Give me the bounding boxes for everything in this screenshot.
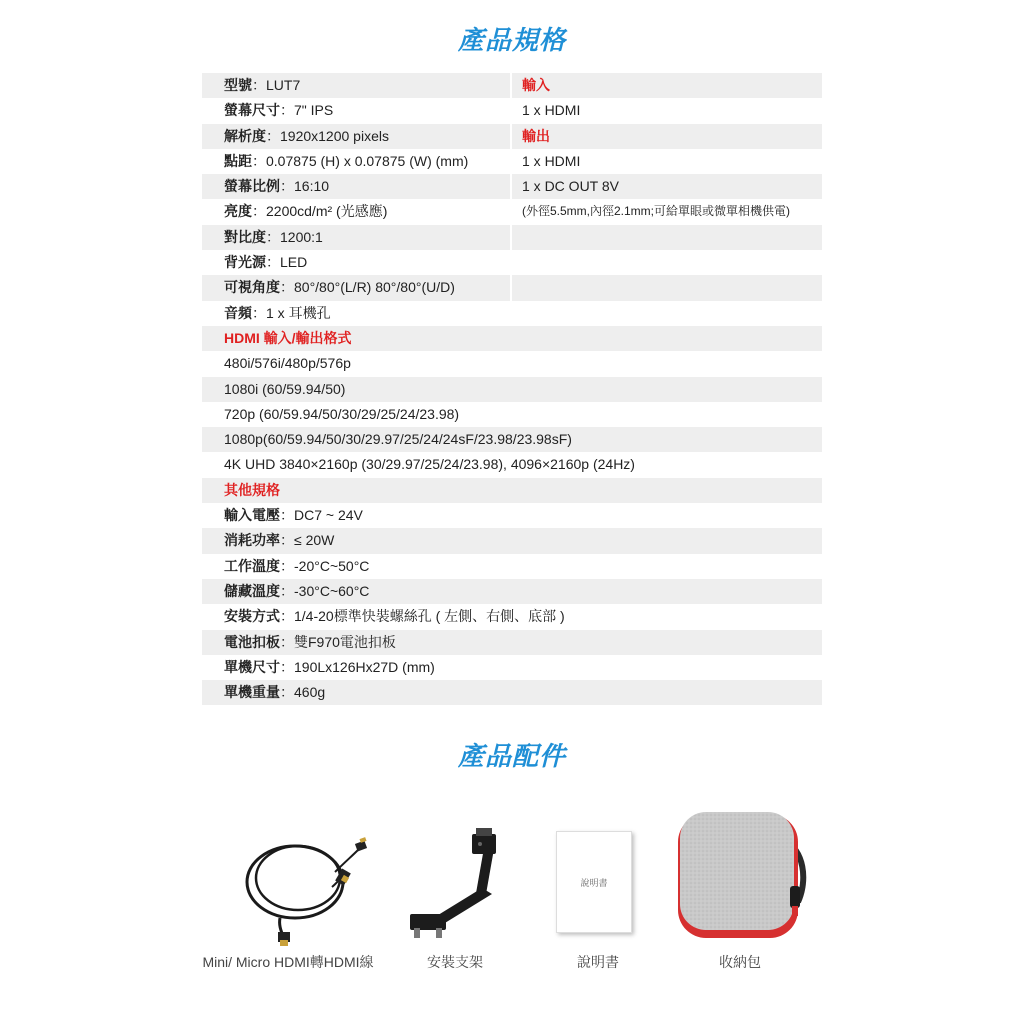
other-row-storage-temp bbox=[202, 579, 822, 604]
spec-row-brightness bbox=[202, 199, 822, 224]
hdmi-format-row bbox=[202, 452, 822, 477]
accessories-title: 產品配件 bbox=[457, 741, 566, 771]
input-value: 1 x HDMI bbox=[510, 98, 822, 123]
hdmi-format: 480i/576i/480p/576p bbox=[224, 355, 351, 372]
spec-value: 2200cd/m² (光感應) bbox=[266, 203, 388, 220]
spec-label: 工作溫度 bbox=[224, 557, 280, 574]
accessory-caption-case: 收納包 bbox=[719, 954, 761, 970]
spec-value: DC7 ~ 24V bbox=[294, 507, 363, 524]
spec-sep: ： bbox=[280, 582, 294, 599]
spec-sep: ： bbox=[280, 178, 294, 195]
spec-sep: ： bbox=[280, 658, 294, 675]
hdmi-format-row bbox=[202, 402, 822, 427]
spec-value: LED bbox=[280, 254, 308, 271]
spec-label: 螢幕尺寸 bbox=[224, 102, 280, 119]
output-value: 1 x DC OUT 8V bbox=[510, 174, 822, 199]
spec-label: 儲藏溫度 bbox=[224, 582, 280, 599]
other-row-dimensions bbox=[202, 655, 822, 680]
hdmi-format: 1080i (60/59.94/50) bbox=[224, 380, 346, 397]
output-value: 1 x HDMI bbox=[510, 149, 822, 174]
spec-table bbox=[202, 73, 822, 705]
hdmi-cable-image bbox=[240, 832, 380, 948]
spec-sep: ： bbox=[252, 152, 266, 169]
spec-row-backlight bbox=[202, 250, 822, 275]
spec-sep: ： bbox=[280, 557, 294, 574]
spec-label: 解析度 bbox=[224, 127, 266, 144]
spec-sep: ： bbox=[280, 608, 294, 625]
spec-value: LUT7 bbox=[266, 77, 301, 93]
mounting-bracket-image bbox=[400, 828, 510, 940]
spec-value: 1200:1 bbox=[280, 228, 323, 245]
accessory-caption-manual: 說明書 bbox=[577, 954, 619, 970]
empty-cell bbox=[510, 250, 822, 275]
spec-label: 消耗功率 bbox=[224, 532, 280, 549]
other-row-power bbox=[202, 528, 822, 553]
spec-title: 產品規格 bbox=[457, 25, 566, 55]
spec-sep: ： bbox=[280, 279, 294, 296]
spec-row-audio bbox=[202, 301, 822, 326]
spec-value: 0.07875 (H) x 0.07875 (W) (mm) bbox=[266, 152, 469, 169]
other-row-mounting bbox=[202, 604, 822, 629]
hdmi-format-row bbox=[202, 377, 822, 402]
spec-value: 1920x1200 pixels bbox=[280, 127, 389, 144]
spec-value: 1/4-20標準快裝螺絲孔 ( 左側、右側、底部 ) bbox=[294, 608, 565, 625]
spec-label: 螢幕比例 bbox=[224, 178, 280, 195]
spec-row-screen-size bbox=[202, 98, 822, 123]
empty-cell bbox=[510, 275, 822, 300]
spec-row-contrast bbox=[202, 225, 822, 250]
other-row-input-voltage bbox=[202, 503, 822, 528]
spec-row-model bbox=[202, 73, 822, 98]
other-row-weight bbox=[202, 680, 822, 705]
hdmi-format: 1080p(60/59.94/50/30/29.97/25/24/24sF/23.98/23.98sF) bbox=[224, 431, 572, 448]
hdmi-heading: HDMI 輸入/輸出格式 bbox=[224, 329, 352, 346]
empty-cell bbox=[510, 301, 822, 326]
storage-case-image bbox=[674, 810, 814, 946]
spec-value: 460g bbox=[294, 684, 326, 701]
spec-label: 背光源 bbox=[224, 254, 266, 271]
spec-sep: ： bbox=[266, 228, 280, 245]
hdmi-format: 4K UHD 3840×2160p (30/29.97/25/24/23.98), 4096×2160p (24Hz) bbox=[224, 456, 635, 473]
spec-value: 190Lx126Hx27D (mm) bbox=[294, 658, 435, 675]
empty-cell bbox=[510, 225, 822, 250]
spec-sep: ： bbox=[280, 633, 294, 650]
spec-label: 對比度 bbox=[224, 228, 266, 245]
spec-label: 單機尺寸 bbox=[224, 658, 280, 675]
spec-value: 1 x 耳機孔 bbox=[266, 304, 331, 321]
spec-label: 單機重量 bbox=[224, 684, 280, 701]
spec-sep: ： bbox=[280, 532, 294, 549]
output-heading: 輸出 bbox=[510, 124, 822, 149]
spec-value: 80°/80°(L/R) 80°/80°(U/D) bbox=[294, 279, 455, 296]
spec-sep: ： bbox=[266, 127, 280, 144]
other-row-battery-plate bbox=[202, 630, 822, 655]
spec-sep: ： bbox=[280, 507, 294, 524]
manual-image bbox=[556, 831, 632, 933]
spec-row-pixel-pitch bbox=[202, 149, 822, 174]
spec-sep: ： bbox=[252, 304, 266, 321]
spec-value: ≤ 20W bbox=[294, 532, 335, 549]
spec-sep: ： bbox=[280, 102, 294, 119]
output-note: (外徑5.5mm,內徑2.1mm;可給單眼或微單相機供電) bbox=[510, 199, 822, 224]
spec-row-viewing-angle bbox=[202, 275, 822, 300]
spec-label: 安裝方式 bbox=[224, 608, 280, 625]
other-heading-row bbox=[202, 478, 822, 503]
spec-sep: ： bbox=[252, 77, 266, 93]
spec-row-aspect-ratio bbox=[202, 174, 822, 199]
hdmi-format-row bbox=[202, 351, 822, 376]
spec-label: 可視角度 bbox=[224, 279, 280, 296]
spec-label: 電池扣板 bbox=[224, 633, 280, 650]
spec-value: 雙F970電池扣板 bbox=[294, 633, 396, 650]
other-heading: 其他規格 bbox=[224, 481, 280, 498]
spec-sep: ： bbox=[280, 684, 294, 701]
spec-sep: ： bbox=[252, 203, 266, 220]
spec-value: 7" IPS bbox=[294, 102, 334, 119]
spec-value: 16:10 bbox=[294, 178, 330, 195]
other-row-operating-temp bbox=[202, 554, 822, 579]
manual-cover-text: 說明書 bbox=[580, 877, 608, 888]
hdmi-heading-row bbox=[202, 326, 822, 351]
spec-value: -20°C~50°C bbox=[294, 557, 370, 574]
accessory-caption-hdmi-cable: Mini/ Micro HDMI轉HDMI線 bbox=[202, 954, 374, 970]
hdmi-format-row bbox=[202, 427, 822, 452]
accessory-caption-bracket: 安裝支架 bbox=[427, 954, 483, 970]
spec-label: 點距 bbox=[224, 152, 252, 169]
spec-label: 音頻 bbox=[224, 304, 252, 321]
spec-label: 型號 bbox=[224, 77, 252, 93]
input-heading: 輸入 bbox=[510, 73, 822, 98]
spec-label: 亮度 bbox=[224, 203, 252, 220]
hdmi-format: 720p (60/59.94/50/30/29/25/24/23.98) bbox=[224, 405, 460, 422]
spec-value: -30°C~60°C bbox=[294, 582, 370, 599]
spec-row-resolution bbox=[202, 124, 822, 149]
spec-label: 輸入電壓 bbox=[224, 507, 280, 524]
spec-sep: ： bbox=[266, 254, 280, 271]
